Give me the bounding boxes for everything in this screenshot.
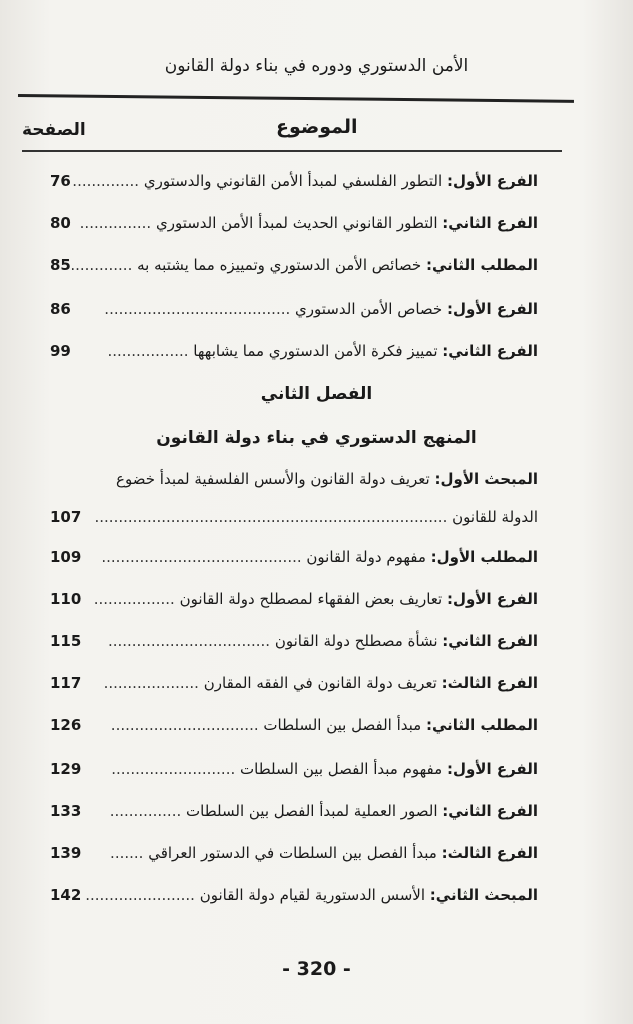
toc-text: مبدأ الفصل بين السلطات [263,716,422,734]
toc-text: نشأة مصطلح دولة القانون [274,632,438,650]
toc-page-number: 117 [50,674,82,692]
toc-line: الفرع الثاني: تمييز فكرة الأمن الدستوري مما يشابهها ................. [107,342,538,360]
toc-line: الفرع الثالث: مبدأ الفصل بين السلطات في الدستور العراقي ....... [110,844,538,862]
toc-page-number: 133 [50,802,82,820]
toc-line: الفرع الثاني: التطور القانوني الحديث لمبدأ الأمن الدستوري ............... [79,214,538,232]
toc-text: التطور الفلسفي لمبدأ الأمن القانوني والدستوري [143,172,443,190]
toc-text: تمييز فكرة الأمن الدستوري مما يشابهها [193,342,438,360]
toc-page-number: 142 [50,886,82,904]
toc-page-number: 85 [50,256,71,274]
toc-page-number: 139 [50,844,82,862]
toc-entry [0,886,633,912]
toc-label: الفرع الثاني: [442,632,538,650]
toc-text: مفهوم دولة القانون [306,548,426,566]
toc-entry [0,844,633,870]
toc-label: المطلب الأول: [430,548,538,566]
toc-label: الفرع الأول: [446,590,538,608]
toc-entry [0,214,633,240]
toc-line: الفرع الأول: مفهوم مبدأ الفصل بين السلطات .......................... [111,760,538,778]
toc-line: الدولة للقانون .......................................................................... [94,508,538,526]
toc-label: الفرع الثاني: [442,802,538,820]
toc-entry [0,802,633,828]
toc-label: المطلب الثاني: [425,716,538,734]
toc-label: الفرع الأول: [446,300,538,318]
toc-page-number: 80 [50,214,71,232]
toc-line: المطلب الثاني: خصائص الأمن الدستوري وتمييزه مما يشتبه به ............. [70,256,538,274]
toc-text: خصاص الأمن الدستوري [295,300,443,318]
toc-line: الفرع الثاني: نشأة مصطلح دولة القانون .................................. [107,632,538,650]
toc-text: التطور القانوني الحديث لمبدأ الأمن الدستوري [155,214,438,232]
toc-text: تعريف دولة القانون في الفقه المقارن [203,674,437,692]
header-rule [18,94,574,103]
toc-line: الفرع الأول: تعاريف بعض الفقهاء لمصطلح دولة القانون ................. [93,590,538,608]
toc-label: الفرع الثالث: [441,674,538,692]
toc-entry [0,300,633,326]
toc-entry [0,172,633,198]
toc-line: المبحث الثاني: الأسس الدستورية لقيام دولة القانون ....................... [85,886,538,904]
page-number-footer: - 320 - [282,958,351,980]
toc-label: الفرع الأول: [446,760,538,778]
toc-page-number: 86 [50,300,71,318]
toc-page-number: 126 [50,716,82,734]
chapter-title: الفصل الثاني [260,384,373,404]
toc-line: الفرع الثالث: تعريف دولة القانون في الفقه المقارن .................... [103,674,538,692]
toc-text: تعريف دولة القانون والأسس الفلسفية لمبدأ خضوع [116,470,430,488]
toc-text: الأسس الدستورية لقيام دولة القانون [199,886,426,904]
toc-page-number: 99 [50,342,71,360]
column-title-rule [22,150,562,152]
toc-entry [0,716,633,742]
toc-text: خصائص الأمن الدستوري وتمييزه مما يشتبه به [137,256,422,274]
toc-entry [0,548,633,574]
toc-entry [0,632,633,658]
toc-entry [0,508,633,534]
toc-label: الفرع الثاني: [442,214,538,232]
toc-label: المبحث الثاني: [429,886,538,904]
toc-label: الفرع الأول: [446,172,538,190]
toc-text: مفهوم مبدأ الفصل بين السلطات [240,760,443,778]
toc-page-number: 110 [50,590,82,608]
toc-text: الصور العملية لمبدأ الفصل بين السلطات [186,802,438,820]
column-title-page: الصفحة [22,120,86,140]
toc-line: المطلب الثاني: مبدأ الفصل بين السلطات ............................... [110,716,538,734]
toc-label: الفرع الثالث: [441,844,538,862]
running-header: الأمن الدستوري ودوره في بناء دولة القانون [164,56,469,76]
toc-entry [0,256,633,282]
toc-text: الدولة للقانون [452,508,538,526]
toc-page-number: 129 [50,760,82,778]
chapter-subtitle: المنهج الدستوري في بناء دولة القانون [156,428,477,448]
toc-entry [0,590,633,616]
toc-text: تعاريف بعض الفقهاء لمصطلح دولة القانون [179,590,443,608]
column-title-topic: الموضوع [276,116,358,138]
toc-line: الفرع الأول: التطور الفلسفي لمبدأ الأمن القانوني والدستوري .............. [72,172,538,190]
toc-line [116,470,538,488]
toc-page-number: 107 [50,508,82,526]
toc-page-number: 76 [50,172,71,190]
toc-entry [0,342,633,368]
toc-label: المطلب الثاني: [425,256,538,274]
toc-line: المطلب الأول: مفهوم دولة القانون .......................................... [101,548,538,566]
toc-line: الفرع الأول: خصاص الأمن الدستوري ....................................... [104,300,538,318]
toc-page-number: 109 [50,548,82,566]
toc-entry [0,760,633,786]
toc-entry [0,674,633,700]
toc-text: مبدأ الفصل بين السلطات في الدستور العراقي [148,844,437,862]
toc-label: المبحث الأول: [434,470,538,488]
toc-label: الفرع الثاني: [442,342,538,360]
toc-page-number: 115 [50,632,82,650]
toc-line: الفرع الثاني: الصور العملية لمبدأ الفصل بين السلطات ............... [109,802,538,820]
